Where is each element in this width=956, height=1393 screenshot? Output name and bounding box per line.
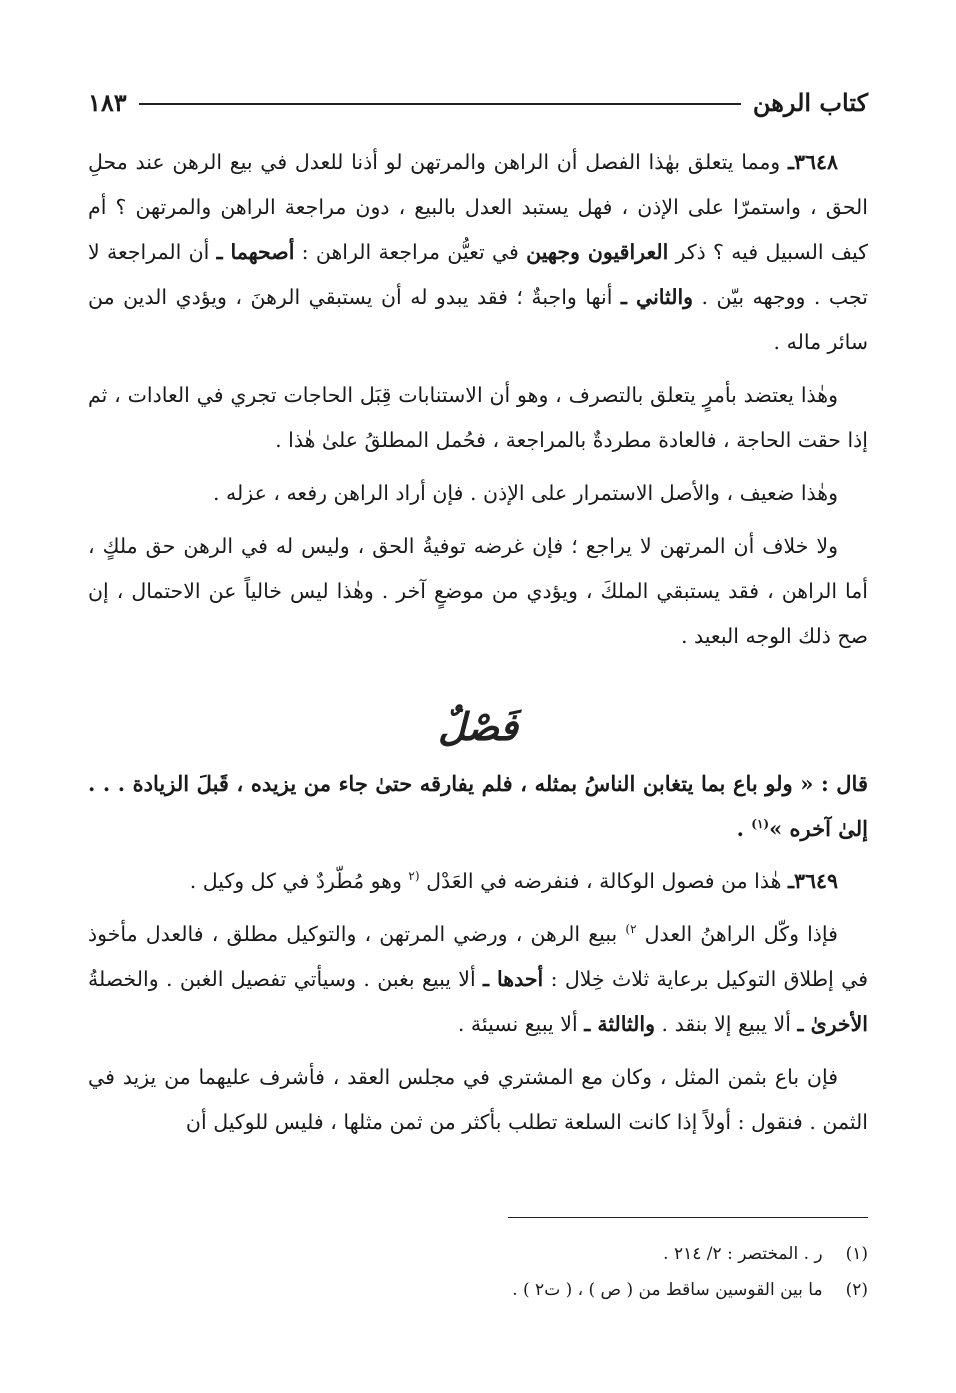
bold-term: والثالثة ـ xyxy=(584,1012,656,1036)
bold-term: الأخرىٰ ـ xyxy=(797,1012,868,1036)
footnote-1 xyxy=(88,1236,868,1272)
quoted-matn xyxy=(88,761,868,851)
text-run: وهو مُطّردٌ في كل وكيل . xyxy=(189,869,409,893)
quote-text: قال : « ولو باع بما يتغابن الناسُ بمثله ، فلم يفارقه حتىٰ جاء من يزيده ، قَبلَ الزيادة . . . إلىٰ آخره » xyxy=(88,771,868,841)
text-run: فإذا وكّل الراهنُ العدل xyxy=(636,922,838,946)
bold-term: أصحهما ـ xyxy=(216,240,295,264)
page-header xyxy=(88,82,868,122)
footnote-2 xyxy=(88,1272,868,1308)
text-run: أن المراجعة لا تجب . ووجهه بيّن . xyxy=(88,240,869,309)
text-run: أنها واجبةٌ ؛ فقد يبدو له أن يستبقي الرهنَ ، ويؤدي الدين من سائر ماله . xyxy=(88,285,868,354)
paragraph: وهٰذا يعتضد بأمرٍ يتعلق بالتصرف ، وهو أن الاستنابات قِبَل الحاجات تجري في العادات ، ثم إذا حقت الحاجة ، فالعادة مطردةٌ بالمراجعة ، فحُمل المطلقُ علىٰ هٰذا . xyxy=(88,383,868,452)
paragraph: فإن باع بثمن المثل ، وكان مع المشتري في مجلس العقد ، فأشرف عليهما من يزيد في الثمن . فنقول : أولاً إذا كانت السلعة تطلب بأكثر من ثمن مثلها ، فليس للوكيل أن xyxy=(88,1065,868,1134)
paragraph: وهٰذا ضعيف ، والأصل الاستمرار على الإذن . فإن أراد الراهن رفعه ، عزله . xyxy=(212,481,838,505)
paragraph xyxy=(88,912,868,1047)
footnote-separator xyxy=(508,1217,868,1218)
footnote-ref: ٢) xyxy=(625,922,637,937)
bold-term: أحدها ـ xyxy=(483,967,544,991)
text-run: . xyxy=(736,816,752,841)
bold-term: العراقيون وجهين xyxy=(526,240,669,264)
text-run: ألا يبيع إلا بنقد . xyxy=(655,1012,798,1036)
running-title: كتاب الرهن xyxy=(752,87,868,117)
footnote-text: ر . المختصر : ٢/ ٢١٤ . xyxy=(663,1244,823,1264)
text-run: ومما يتعلق بهٰذا الفصل أن الراهن والمرتهن لو أذنا للعدل في بيع الرهن عند محلِ الحق ، واستمرّا على الإذن ، فهل يستبد العدل بالبيع ، دون مراجعة الراهن والمرتهن ؟ أم كيف السبيل فيه ؟ ذكر xyxy=(88,150,869,264)
text-run: ألا يبيع نسيئة . xyxy=(457,1012,585,1036)
paragraph-number: ٣٦٤٨ـ xyxy=(787,150,838,174)
paragraph-3648 xyxy=(88,140,868,365)
text-run: ببيع الرهن ، ورضي المرتهن ، والتوكيل مطلق ، فالعدل مأخوذ في إطلاق التوكيل برعاية ثلاث خِلال : xyxy=(88,922,869,991)
bold-term: والثاني ـ xyxy=(620,285,694,309)
footnote-number: (١) xyxy=(845,1244,868,1264)
section-heading-fasl: فَصْلٌ xyxy=(438,704,518,749)
paragraph: ولا خلاف أن المرتهن لا يراجع ؛ فإن غرضه توفيةُ الحق ، وليس له في الرهن حق ملكٍ ، أما الراهن ، فقد يستبقي الملكَ ، ويؤدي من موضعٍ آخر . وهٰذا ليس خالياً عن الاحتمال ، إن صح ذلك الوجه البعيد . xyxy=(88,534,868,648)
text-run: في تعيُّن مراجعة الراهن : xyxy=(294,240,527,264)
footnote-number: (٢) xyxy=(845,1280,868,1300)
footnote-ref: (٢ xyxy=(408,869,420,884)
footnotes xyxy=(88,1236,868,1308)
footnote-ref: (١) xyxy=(751,817,770,831)
text-run: هٰذا من فصول الوكالة ، فنفرضه في العَدْل xyxy=(419,869,788,893)
paragraph-3649 xyxy=(88,859,868,904)
page-body xyxy=(88,140,868,1145)
paragraph-number: ٣٦٤٩ـ xyxy=(787,869,838,893)
header-rule xyxy=(139,103,741,105)
text-run: ألا يبيع بغبن . وسيأتي تفصيل الغبن . والخصلةُ xyxy=(88,967,484,991)
page-number: ١٨٣ xyxy=(88,87,127,117)
footnote-text: ما بين القوسين ساقط من ( ص ) ، ( ت٢ ) . xyxy=(512,1280,823,1300)
